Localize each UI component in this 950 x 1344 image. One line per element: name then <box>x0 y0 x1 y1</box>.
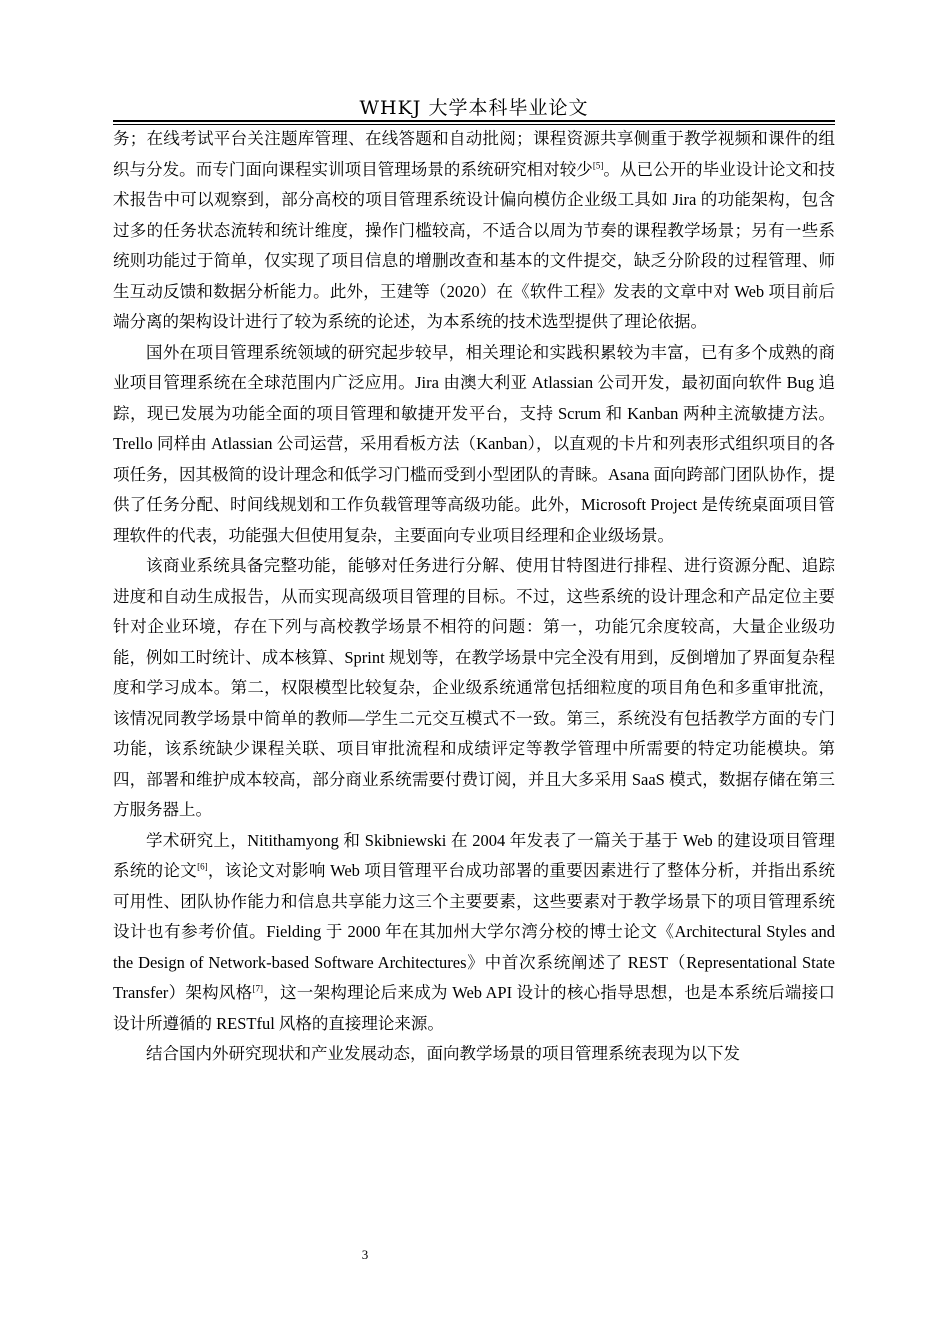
paragraph-4-text-a: 学术研究上，Nitithamyong 和 Skibniewski 在 2004 年发表了一篇关于基于 Web 的建设项目管理系统的论文 <box>113 830 835 880</box>
paragraph-1-text-b: 。从已公开的毕业设计论文和技术报告中可以观察到，部分高校的项目管理系统设计偏向模仿企业级工具如 Jira 的功能架构，包含过多的任务状态流转和统计维度，操作门槛较高，不适合以周为节奏的课程教学场景；另有一些系统则功能过于简单，仅实现了项目信息的增删改查和基本的文件提交，缺乏分阶段的过程管理、师生互动反馈和数据分析能力。此外，王建等（2020）在《软件工程》发表的文章中对 Web 项目前后端分离的架构设计进行了较为系统的论述，为本系统的技术选型提供了理论依据。 <box>113 159 836 331</box>
paragraph-4-text-c: ，这一架构理论后来成为 Web API 设计的核心指导思想，也是本系统后端接口设计所遵循的 RESTful 风格的直接理论来源。 <box>113 983 835 1033</box>
paragraph-1-text-a: 务；在线考试平台关注题库管理、在线答题和自动批阅；课程资源共享侧重于教学视频和课件的组织与分发。而专门面向课程实训项目管理场景的系统研究相对较少 <box>113 129 835 179</box>
paragraph-4 <box>113 826 835 1040</box>
running-header: WHKJ 大学本科毕业论文 <box>359 97 589 119</box>
citation-ref: [6] <box>197 861 208 872</box>
paragraph-3: 该商业系统具备完整功能，能够对任务进行分解、使用甘特图进行排程、进行资源分配、追踪进度和自动生成报告，从而实现高级项目管理的目标。不过，这些系统的设计理念和产品定位主要针对企业环境，存在下列与高校教学场景不相符的问题：第一，功能冗余度较高，大量企业级功能，例如工时统计、成本核算、Sprint 规划等，在教学场景中完全没有用到，反倒增加了界面复杂程度和学习成本。第二，权限模型比较复杂，企业级系统通常包括细粒度的项目角色和多重审批流，该情况同教学场景中简单的教师—学生二元交互模式不一致。第三，系统没有包括教学方面的专门功能，该系统缺少课程关联、项目审批流程和成绩评定等教学管理中所需要的特定功能模块。第四，部署和维护成本较高，部分商业系统需要付费订阅，并且大多采用 SaaS 模式，数据存储在第三方服务器上。 <box>113 556 835 819</box>
paragraph-1 <box>113 124 835 338</box>
page-number: 3 <box>361 1247 369 1262</box>
paragraph-2: 国外在项目管理系统领域的研究起步较早，相关理论和实践积累较为丰富，已有多个成熟的商业项目管理系统在全球范围内广泛应用。Jira 由澳大利亚 Atlassian 公司开发，最初面向软件 Bug 追踪，现已发展为功能全面的项目管理和敏捷开发平台，支持 Scrum 和 Kanban 两种主流敏捷方法。Trello 同样由 Atlassian 公司运营，采用看板方法（Kanban），以直观的卡片和列表形式组织项目的各项任务，因其极简的设计理念和低学习门槛而受到小型团队的青睐。Asana 面向跨部门团队协作，提供了任务分配、时间线规划和工作负载管理等高级功能。此外，Microsoft Project 是传统桌面项目管理软件的代表，功能强大但使用复杂，主要面向专业项目经理和企业级场景。 <box>113 342 835 545</box>
header-rule-thick <box>113 120 835 122</box>
body-text <box>113 124 835 1070</box>
citation-ref: [7] <box>252 983 263 994</box>
paragraph-5: 结合国内外研究现状和产业发展动态，面向教学场景的项目管理系统表现为以下发 <box>146 1044 740 1063</box>
citation-ref: [5] <box>592 160 604 170</box>
paragraph-4-text-b: ，该论文对影响 Web 项目管理平台成功部署的重要因素进行了整体分析，并指出系统可用性、团队协作能力和信息共享能力这三个主要要素，这些要素对于教学场景下的项目管理系统设计也有参考价值。Fielding 于 2000 年在其加州大学尔湾分校的博士论文《Architectural Styles and the Design of Network-based Software Architectures》中首次系统阐述了 REST（Representational State Transfer）架构风格 <box>113 861 836 1002</box>
